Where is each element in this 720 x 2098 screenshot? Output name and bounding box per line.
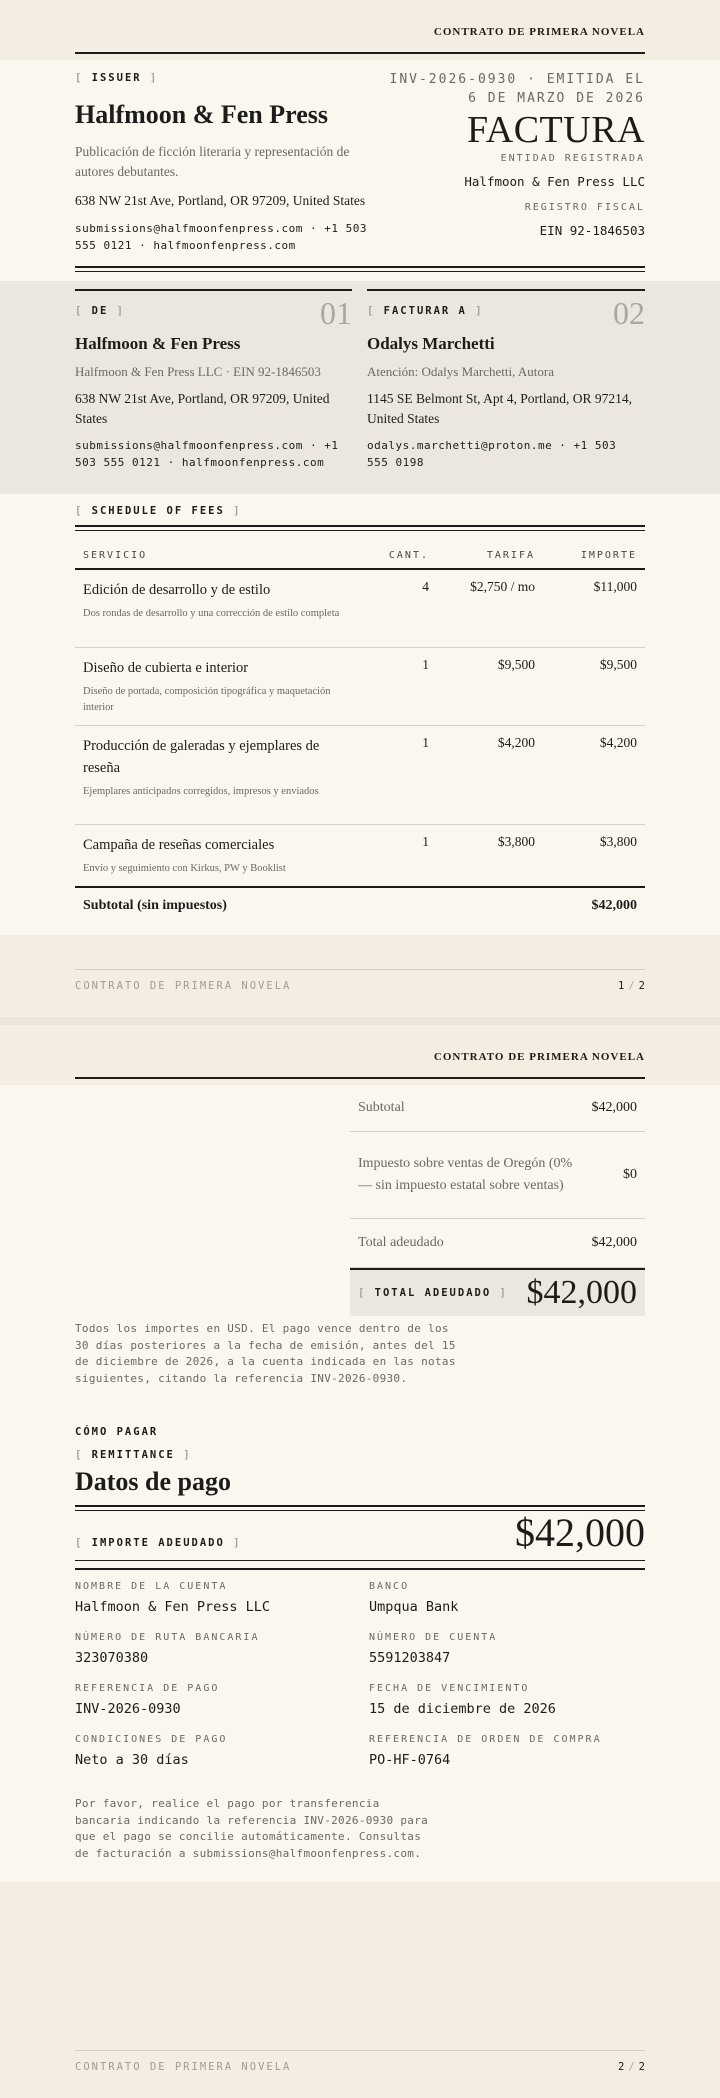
table-row bbox=[75, 648, 645, 726]
amount-due-tag: [ IMPORTE ADEUDADO ] bbox=[75, 1537, 242, 1549]
fees-section bbox=[0, 494, 720, 935]
issuer-brand: Halfmoon & Fen Press bbox=[75, 100, 328, 129]
bank-field-value: PO-HF-0764 bbox=[369, 1752, 451, 1768]
invoice-title: FACTURA bbox=[466, 109, 645, 151]
header-rule bbox=[75, 52, 645, 54]
page-footer bbox=[0, 2016, 720, 2098]
bank-field-label: BANCO bbox=[369, 1581, 410, 1592]
rate-cell: $2,750 / mo bbox=[437, 569, 543, 648]
running-header-label: CONTRATO DE PRIMERA NOVELA bbox=[433, 1051, 645, 1063]
col-amount: IMPORTE bbox=[543, 542, 645, 569]
totals-section bbox=[0, 1085, 720, 1882]
rate-cell: $3,800 bbox=[437, 825, 543, 888]
bank-field-label: REFERENCIA DE ORDEN DE COMPRA bbox=[369, 1734, 602, 1745]
header-rule bbox=[75, 1077, 645, 1079]
footer-label: CONTRATO DE PRIMERA NOVELA bbox=[75, 980, 292, 992]
from-sub: Halfmoon & Fen Press LLC · EIN 92-1846503 bbox=[75, 364, 321, 379]
page-number: 1 / 2 bbox=[618, 980, 645, 992]
totals-total-value: $42,000 bbox=[591, 1235, 637, 1250]
party-number: 01 bbox=[320, 295, 352, 331]
bill-to-contact: odalys.marchetti@proton.me · +1 503 555 0198 bbox=[367, 439, 617, 469]
rate-cell: $4,200 bbox=[437, 726, 543, 825]
footer-rule bbox=[75, 2050, 645, 2051]
total-due-tag: [ TOTAL ADEUDADO ] bbox=[358, 1287, 508, 1299]
total-due-box bbox=[350, 1268, 645, 1316]
col-service: SERVICIO bbox=[75, 542, 361, 569]
service-desc: Diseño de portada, composición tipográfica y maquetación interior bbox=[83, 686, 331, 713]
table-row bbox=[75, 726, 645, 825]
bank-field bbox=[75, 1581, 369, 1615]
fees-header-row bbox=[75, 542, 645, 569]
issuer-contact: submissions@halfmoonfenpress.com · +1 503 555 0121 · halfmoonfenpress.com bbox=[75, 222, 368, 252]
bank-field-label: FECHA DE VENCIMIENTO bbox=[369, 1683, 530, 1694]
closing-note: Por favor, realice el pago por transferencia bancaria indicando la referencia INV-2026-0930 para que el pago se concilie automáticamente. Consultas de facturación a submissions@halfmoonfenpress.com. bbox=[75, 1797, 429, 1860]
col-qty: CANT. bbox=[361, 542, 437, 569]
footer-label: CONTRATO DE PRIMERA NOVELA bbox=[75, 2061, 292, 2073]
amount-cell: $11,000 bbox=[543, 569, 645, 648]
bank-field-label: REFERENCIA DE PAGO bbox=[75, 1683, 220, 1694]
bank-field-label: NÚMERO DE RUTA BANCARIA bbox=[75, 1632, 260, 1643]
entity-value: Halfmoon & Fen Press LLC bbox=[464, 174, 645, 189]
service-name: Edición de desarrollo y de estilo bbox=[83, 582, 271, 598]
totals-subtotal-row bbox=[350, 1085, 645, 1132]
bill-to-address: 1145 SE Belmont St, Apt 4, Portland, OR 97214, United States bbox=[367, 391, 633, 426]
subtotal-label: Subtotal (sin impuestos) bbox=[75, 887, 543, 923]
bank-field bbox=[369, 1632, 645, 1666]
fees-double-rule bbox=[75, 525, 645, 531]
running-header bbox=[0, 0, 720, 60]
bill-to-sub: Atención: Odalys Marchetti, Autora bbox=[367, 364, 555, 379]
bank-field-value: Neto a 30 días bbox=[75, 1752, 189, 1768]
from-address: 638 NW 21st Ave, Portland, OR 97209, United States bbox=[75, 391, 330, 426]
bank-field-label: NÚMERO DE CUENTA bbox=[369, 1632, 498, 1643]
fees-table bbox=[75, 542, 645, 923]
table-row bbox=[75, 569, 645, 648]
qty-cell: 1 bbox=[361, 825, 437, 888]
registry-value: EIN 92-1846503 bbox=[539, 223, 645, 238]
bank-field bbox=[75, 1734, 369, 1768]
header-double-rule bbox=[75, 266, 645, 272]
qty-cell: 4 bbox=[361, 569, 437, 648]
service-desc: Envío y seguimiento con Kirkus, PW y Booklist bbox=[83, 863, 286, 874]
totals-total-label: Total adeudado bbox=[358, 1235, 444, 1250]
totals-tax-label: Impuesto sobre ventas de Oregón (0% — sin impuesto estatal sobre ventas) bbox=[358, 1156, 573, 1193]
subtotal-value: $42,000 bbox=[543, 887, 645, 923]
bill-to-party bbox=[367, 289, 645, 469]
how-to-pay-heading: CÓMO PAGAR bbox=[75, 1426, 159, 1438]
service-name: Campaña de reseñas comerciales bbox=[83, 837, 275, 853]
bank-field-label: NOMBRE DE LA CUENTA bbox=[75, 1581, 228, 1592]
bank-field-value: 5591203847 bbox=[369, 1650, 451, 1666]
issuer-tagline: Publicación de ficción literaria y representación de autores debutantes. bbox=[75, 144, 350, 179]
footer-rule bbox=[75, 969, 645, 970]
total-due-amount: $42,000 bbox=[526, 1274, 637, 1311]
bank-field bbox=[75, 1632, 369, 1666]
bill-to-name: Odalys Marchetti bbox=[367, 334, 495, 353]
registry-label: REGISTRO FISCAL bbox=[524, 202, 645, 213]
bank-field-value: Halfmoon & Fen Press LLC bbox=[75, 1599, 271, 1615]
entity-label: ENTIDAD REGISTRADA bbox=[500, 153, 645, 164]
col-rate: TARIFA bbox=[437, 542, 543, 569]
page-break bbox=[0, 1017, 720, 1025]
qty-cell: 1 bbox=[361, 726, 437, 825]
rate-cell: $9,500 bbox=[437, 648, 543, 726]
subtotal-row bbox=[75, 887, 645, 923]
totals-table bbox=[350, 1085, 645, 1316]
bank-field-value: 323070380 bbox=[75, 1650, 149, 1666]
totals-tax-value: $0 bbox=[623, 1167, 637, 1182]
bank-field bbox=[369, 1734, 645, 1768]
issuer-address: 638 NW 21st Ave, Portland, OR 97209, United States bbox=[75, 193, 366, 208]
bill-to-tag: [ FACTURAR A ] bbox=[367, 305, 484, 317]
amount-cell: $3,800 bbox=[543, 825, 645, 888]
qty-cell: 1 bbox=[361, 648, 437, 726]
from-tag: [ DE ] bbox=[75, 305, 125, 317]
amount-due-double-rule bbox=[75, 1560, 645, 1570]
amount-cell: $9,500 bbox=[543, 648, 645, 726]
parties-section bbox=[0, 281, 720, 494]
service-desc: Dos rondas de desarrollo y una corrección de estilo completa bbox=[83, 608, 340, 619]
invoice-header bbox=[0, 60, 720, 281]
bank-field-value: Umpqua Bank bbox=[369, 1599, 459, 1615]
totals-tax-row bbox=[350, 1132, 645, 1219]
bank-field bbox=[369, 1581, 645, 1615]
from-contact: submissions@halfmoonfenpress.com · +1 503 555 0121 · halfmoonfenpress.com bbox=[75, 439, 339, 469]
service-name: Producción de galeradas y ejemplares de reseña bbox=[83, 738, 320, 776]
service-name: Diseño de cubierta e interior bbox=[83, 660, 249, 676]
amount-due-value: $42,000 bbox=[515, 1510, 645, 1555]
party-number: 02 bbox=[613, 295, 645, 331]
totals-subtotal-label: Subtotal bbox=[358, 1100, 405, 1115]
bank-field-value: INV-2026-0930 bbox=[75, 1701, 181, 1717]
bank-field bbox=[75, 1683, 369, 1717]
invoice-number-date: INV-2026-0930 · EMITIDA EL 6 DE MARZO DE 2026 bbox=[389, 72, 645, 106]
page-footer bbox=[0, 935, 720, 1017]
payment-note: Todos los importes en USD. El pago vence dentro de los 30 días posteriores a la fecha de emisión, antes del 15 de diciembre de 2026, a la cuenta indicada en las notas siguientes, citando la referencia INV-2026-0930. bbox=[75, 1322, 456, 1385]
running-header-label: CONTRATO DE PRIMERA NOVELA bbox=[433, 26, 645, 38]
bank-field-value: 15 de diciembre de 2026 bbox=[369, 1701, 556, 1717]
table-row bbox=[75, 825, 645, 888]
remittance-tag: [ REMITTANCE ] bbox=[75, 1449, 192, 1461]
fees-tag: [ SCHEDULE OF FEES ] bbox=[75, 505, 242, 517]
remittance-title: Datos de pago bbox=[75, 1467, 232, 1496]
page-number: 2 / 2 bbox=[618, 2061, 645, 2073]
bank-details-grid bbox=[75, 1581, 645, 1768]
totals-subtotal-value: $42,000 bbox=[591, 1100, 637, 1115]
bank-field bbox=[369, 1683, 645, 1717]
totals-total-row bbox=[350, 1219, 645, 1268]
service-desc: Ejemplares anticipados corregidos, impresos y enviados bbox=[83, 786, 319, 797]
page-blank-area bbox=[0, 1882, 720, 2016]
running-header bbox=[0, 1025, 720, 1085]
amount-cell: $4,200 bbox=[543, 726, 645, 825]
from-party bbox=[75, 289, 352, 469]
issuer-tag: [ ISSUER ] bbox=[75, 72, 159, 84]
from-name: Halfmoon & Fen Press bbox=[75, 334, 241, 353]
bank-field-label: CONDICIONES DE PAGO bbox=[75, 1734, 228, 1745]
